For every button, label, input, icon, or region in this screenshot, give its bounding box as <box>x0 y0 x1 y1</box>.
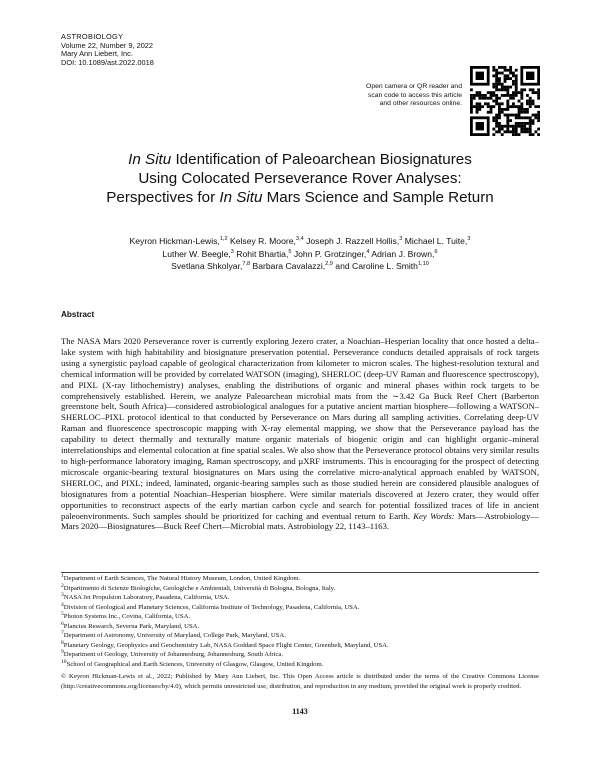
author-line-2 <box>60 248 540 261</box>
title-italic: In Situ <box>128 151 172 168</box>
affiliation: $^1$Department of Earth Sciences, The Natural History Museum, London, United Kingdom. <box>61 572 301 582</box>
journal-publisher: Mary Ann Liebert, Inc. <box>61 49 133 59</box>
author: Keyron Hickman-Lewis,$^{1,2}$ <box>129 236 228 246</box>
author: and Caroline L. Smith$^{1,10}$ <box>335 261 429 272</box>
footnote-divider <box>61 572 539 573</box>
affiliation: $^7$Department of Astronomy, University of Maryland, College Park, Maryland, USA. <box>61 629 286 639</box>
abstract-body <box>61 336 539 532</box>
affiliation: $^{10}$School of Geographical and Earth Sciences, University of Glasgow, Glasgow, United Kingdom. <box>61 658 324 668</box>
copyright-notice: © Keyron Hickman-Lewis et al., 2022; Published by Mary Ann Liebert, Inc. This Open Access article is distributed under the terms of the Creative Commons License (http://creativecommons.org/licenses/by/4.0), which permits unrestricted use, distribution, and reproduction in any medium, provided the original work is properly credited. <box>61 673 539 690</box>
qr-note-line: and other resources online. <box>379 100 462 108</box>
affiliation: $^2$Dipartimento di Scienze Biologiche, Geologiche e Ambientali, Università di Bologna, Bologna, Italy. <box>61 582 336 592</box>
qr-note <box>344 83 462 109</box>
qr-note-line: scan code to access this article <box>367 91 462 99</box>
affiliation: $^6$Plancius Research, Severna Park, Maryland, USA. <box>61 620 200 630</box>
author: Luther W. Beegle,$^3$ <box>162 248 234 259</box>
title-text: Perspectives for <box>106 189 220 206</box>
title-line-3 <box>60 188 540 207</box>
affiliation: $^9$Department of Geology, University of Johannesburg, Johannesburg, South Africa. <box>61 648 284 658</box>
affiliation: $^5$Photon Systems Inc., Covina, California, USA. <box>61 610 191 620</box>
article-title <box>60 150 540 207</box>
author: Barbara Cavalazzi,$^{2,9}$ <box>252 261 333 272</box>
author-line-1 <box>60 235 540 248</box>
affiliation: $^8$Planetary Geology, Geophysics and Geochemistry Lab, NASA Goddard Space Flight Center, Greenbelt, Maryland, USA. <box>61 639 389 649</box>
author-line-3 <box>60 260 540 273</box>
author: Adrian J. Brown,$^6$ <box>371 248 438 259</box>
author: John P. Grotzinger,$^4$ <box>293 248 370 259</box>
title-italic: In Situ <box>219 189 263 206</box>
page-number: 1143 <box>292 707 308 716</box>
affiliation: $^3$NASA Jet Propulsion Laboratory, Pasadena, California, USA. <box>61 591 230 601</box>
journal-volume: Volume 22, Number 9, 2022 <box>61 40 154 50</box>
keywords: Mars—Astrobiology—Mars 2020—Biosignatures—Buck Reef Chert—Microbial mats. <box>61 510 539 532</box>
qr-note-line: Open camera or QR reader and <box>366 83 462 90</box>
author: Rohit Bhartia,$^5$ <box>236 248 292 259</box>
author: Kelsey R. Moore,$^{3,4}$ <box>229 236 304 246</box>
author: Svetlana Shkolyar,$^{7,8}$ <box>171 261 251 272</box>
author: Michael L. Tuite,$^3$ <box>404 236 471 246</box>
qr-code-icon[interactable] <box>470 66 540 136</box>
abstract-heading: Abstract <box>61 310 95 319</box>
abstract-text: The NASA Mars 2020 Perseverance rover is currently exploring Jezero crater, a Noachian–Hesperian locality that once hosted a delta–lake system with high habitability and biosignature preservation potential. Perseverance conducts detailed appraisals of rock targets using a synergistic payload capable of geological characterization from kilometer to micron scales. The highest-resolution textural and chemical information will be provided by correlated WATSON (imaging), SHERLOC (deep-UV Raman and fluorescence spectroscopy), and PIXL (X-ray lithochemistry) analyses, enabling the distributions of organic and mineral phases within rock targets to be comprehensively established. Herein, we analyze Paleoarchean microbial mats from the ∼3.42 Ga Buck Reef Chert (Barberton greenstone belt, South Africa)—considered astrobiological analogues for a putative ancient martian biosphere—following a WATSON–SHERLOC–PIXL protocol identical to that conducted by Perseverance on Mars during all sampling activities. Correlating deep-UV Raman and fluorescence spectroscopic mapping with X-ray elemental mapping, we show that the Perseverance payload has the capability to detect thermally and texturally mature organic materials of biogenic origin and can highlight organic–mineral interrelationships and elemental colocation at fine spatial scales. We also show that the Perseverance protocol obtains very similar results to high-performance laboratory imaging, Raman spectroscopy, and µXRF instruments. This is encouraging for the prospect of detecting microscale organic-bearing textural biosignatures on Mars using the correlative micro-analytical approach enabled by WATSON, SHERLOC, and PIXL; indeed, laminated, organic-bearing samples such as those studied herein are considered plausible analogues of biosignatures from a potential Noachian–Hesperian biosphere. Were similar materials discovered at Jezero crater, they would offer opportunities to reconstruct aspects of the early martian carbon cycle and search for potential fossilized traces of life in ancient paleoenvironments. Such samples should be prioritized for caching and eventual return to Earth. <box>61 336 539 521</box>
citation: Astrobiology 22, 1143–1163. <box>287 521 390 532</box>
title-line-2: Using Colocated Perseverance Rover Analyses: <box>138 170 462 187</box>
author: Joseph J. Razzell Hollis,$^3$ <box>306 236 403 246</box>
title-line-1 <box>60 150 540 169</box>
affiliations <box>61 574 539 669</box>
title-text: Identification of Paleoarchean Biosignatures <box>171 151 472 168</box>
title-text: Mars Science and Sample Return <box>262 189 494 206</box>
journal-name: ASTROBIOLOGY <box>61 32 124 41</box>
keywords-label: Key Words: <box>413 510 455 521</box>
author-list <box>60 235 540 273</box>
affiliation: $^4$Division of Geological and Planetary Sciences, California Institute of Technology, Pasadena, California, USA. <box>61 601 360 611</box>
journal-doi[interactable]: DOI: 10.1089/ast.2022.0018 <box>61 57 154 67</box>
journal-header <box>61 33 154 67</box>
